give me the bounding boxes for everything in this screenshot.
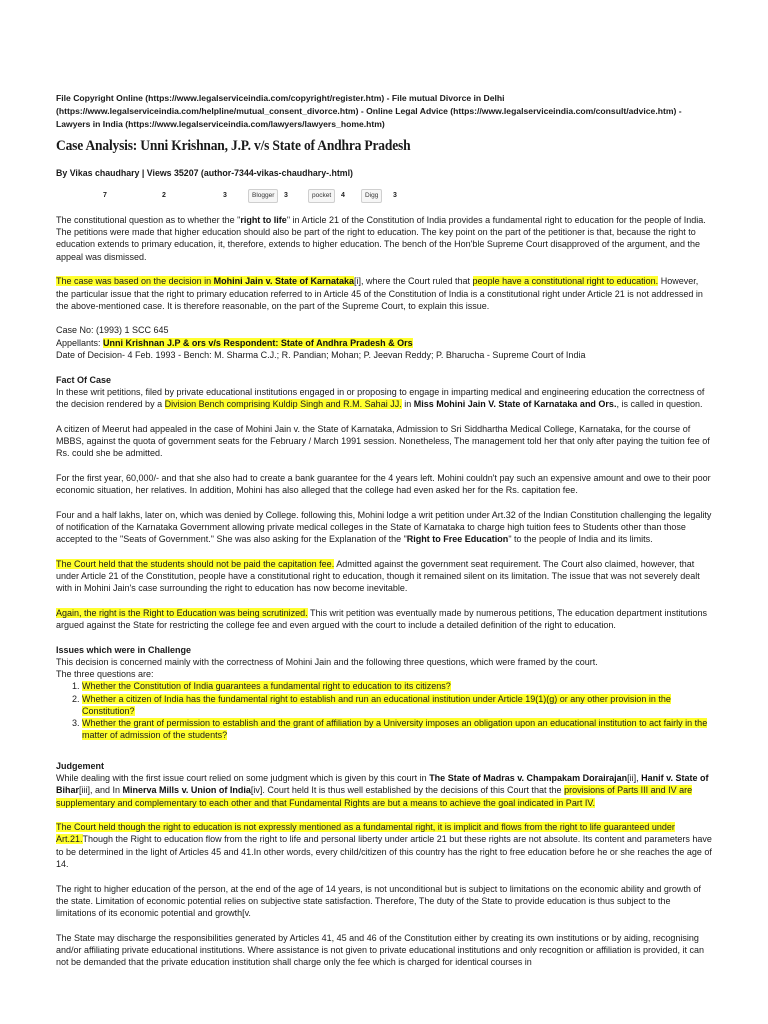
mutual-divorce-link[interactable]: File mutual Divorce in Delhi (https://www.legalserviceindia.com/helpline/mutual_consent_divorce.htm) (56, 93, 505, 116)
separator: - (676, 105, 682, 116)
judgement-paragraph-4: The State may discharge the responsibilities generated by Articles 41, 45 and 46 of the Constitution either by creating its own institutions or by aiding, recognising and/or affiliating private educational institutions. Where assistance is not given to private educational institutions and only recognition or affiliation is provided, it can not be demanded that the private education institution shall charge only the fee which is charged for identical courses in (56, 932, 705, 968)
capitation-paragraph (56, 558, 712, 595)
share-count-3: 3 (223, 192, 227, 199)
text: " in Article 21 of the Constitution of India provides a fundamental right to education for the people of India. The petitions were made that higher education should also be part of the right to education. The key point on the part of the petitioner is that, because the right to education extends to primary education, it, therefore, extends to higher education. The bench of the Hon'ble Supreme Court disapproved of the argument, and the appeal was dismissed. (56, 215, 706, 262)
highlight: The case was based on the decision in (56, 276, 214, 287)
champakam-link[interactable]: The State of Madras v. Champakam Dorairajan (429, 773, 628, 784)
question-2: Whether a citizen of India has the fundamental right to establish and run an educational institution under Article 19(1)(g) or any other provision in the Constitution? (82, 693, 671, 716)
hanif-link[interactable]: Hanif v. State of Bihar (56, 773, 709, 796)
judgement-heading: Judgement (56, 760, 105, 771)
share-count-blogger: 3 (284, 192, 288, 199)
highlight: provisions of Parts III and IV are supplementary and complementary to each other and that Fundamental Rights are but a means to achieve the goal indicated in Part IV. (56, 785, 693, 808)
right-to-free-education-link[interactable]: Right to Free Education (406, 534, 509, 545)
issues-list (56, 680, 712, 741)
highlight: Division Bench comprising Kuldip Singh and R.M. Sahai JJ. (164, 398, 402, 409)
text: However, the particular issue that the right to primary education referred to in Article 45 of the Constitution of India is a constitutional right under Article 21 is not addressed in the above-mentioned case. It is therefore reasonable, on the part of the Supreme Court, to explain this issue. (56, 276, 703, 311)
appellants-link[interactable]: Unni Krishnan J.P & ors v/s Respondent: State of Andhra Pradesh & Ors (103, 337, 413, 348)
question-3: Whether the grant of permission to establish and the grant of affiliation by a University imposes an obligation upon an educational institution to act fairly in the matter of admission of the students? (82, 718, 708, 741)
text: [i], where the Court ruled that (353, 276, 473, 287)
text: Four and a half lakhs, later on, which was denied by College. following this, Mohini lodge a writ petition under Art.32 of the Indian Constitution challenging the legality of notification of the Karnataka Government allowing private medical colleges in the State of Karnataka to charge high tuition fees to Students other than those accepted to the "Seats of Government." She was also asking for the Explanation of the " (56, 509, 712, 545)
appellants (56, 337, 712, 349)
digg-label: Digg (365, 192, 379, 199)
text: in (401, 398, 414, 409)
digg-share-button[interactable] (361, 189, 382, 203)
writ-paragraph (56, 509, 712, 546)
intro-paragraph (56, 214, 712, 263)
mohini-jain-case-link[interactable]: Miss Mohini Jain V. State of Karnataka and Ors. (413, 398, 617, 409)
pocket-label: pocket (312, 192, 332, 199)
issues-heading: Issues which were in Challenge (56, 644, 192, 655)
text: This writ petition was eventually made by numerous petitions, The education department institutions argued against the State for restricting the college fee and even argued with the court to include a detailed definition of the right to education. (56, 607, 708, 631)
pocket-share-button[interactable] (308, 189, 335, 203)
share-count-pocket: 4 (341, 192, 345, 199)
issues-count-line: The three questions are: (56, 669, 154, 680)
background-paragraph (56, 275, 712, 312)
appellants-label: Appellants: (56, 337, 104, 348)
list-item (82, 717, 712, 741)
case-number: Case No: (1993) 1 SCC 645 (56, 325, 169, 336)
article-title: Case Analysis: Unni Krishnan, J.P. v/s State of Andhra Pradesh (56, 138, 411, 154)
highlight: Again, the right is the Right to Education was being scrutinized. (56, 607, 308, 618)
text: In these writ petitions, filed by private educational institutions engaged in or proposing to engage in imparting medical and engineering education the correctness of the decision rendered by a (56, 386, 705, 409)
meerut-paragraph: A citizen of Meerut had appealed in the case of Mohini Jain v. the State of Karnataka, Admission to Sri Siddhartha Medical College, Karnataka, for the course of MBBS, against the quota of government seats for the February / March 1991 session. Nonetheless, The management told her that only after paying the tuition fee of Rs. could she be admitted. (56, 423, 710, 459)
highlight: The Court held though the right to education is not expressly mentioned as a fundamental right, it is implicit and flows from the right to life guaranteed under Art.21. (56, 822, 675, 845)
article-body (56, 214, 712, 981)
date-of-decision: Date of Decision- 4 Feb. 1993 - Bench: M. Sharma C.J.; R. Pandian; Mohan; P. Jeevan Reddy; P. Bharucha - Supreme Court of India (56, 349, 586, 360)
text: The constitutional question as to whether the " (56, 215, 241, 225)
text: " to the people of India and its limits. (508, 534, 653, 545)
text: [iv]. Court held It is thus well established by the decisions of this Court that the (250, 785, 565, 796)
text: Admitted against the government seat requirement. The Court also claimed, however, that under Article 21 of the Constitution, people have a constitutional right to education, though it remained silent on its limitation. The issue that was not severely dealt with in Mohini Jain's case surrounding the right to education has now become inevitable. (56, 558, 700, 594)
author-byline[interactable]: By Vikas chaudhary | Views 35207 (author-7344-vikas-chaudhary-.html) (56, 168, 353, 178)
copyright-link[interactable]: File Copyright Online (https://www.legalserviceindia.com/copyright/register.htm) (56, 93, 385, 103)
text: Though the Right to education flow from the right to life and personal liberty under article 21 but these rights are not absolute. Its content and parameters have to be determined in the light of Articles 45 and 41.In other words, every child/citizen of this country has the right to free education before he or she reaches the age of 14. (56, 834, 712, 869)
text: While dealing with the first issue court relied on some judgment which is given by this court in (56, 773, 430, 784)
text: [iii], and In (79, 785, 123, 796)
mohini-jain-link[interactable]: Mohini Jain v. State of Karnataka (213, 276, 354, 287)
first-year-paragraph: For the first year, 60,000/- and that she also had to create a bank guarantee for the 4 years left. Mohini couldn't pay such an expensive amount and owe to their poor economic situation, her relatives. In addition, Mohini has also alleged that the college had even asked her for the Rs. capitation fee. (56, 472, 711, 495)
highlight: people have a constitutional right to education. (472, 276, 659, 287)
text: [ii], (627, 773, 642, 784)
share-count-1: 7 (103, 192, 107, 199)
text: , is called in question. (616, 398, 703, 409)
blogger-share-button[interactable] (248, 189, 278, 203)
list-item (82, 680, 712, 692)
header-links (56, 92, 716, 130)
lawyers-link[interactable]: Lawyers in India (https://www.legalserviceindia.com/lawyers/lawyers_home.htm) (56, 118, 385, 129)
issues-intro: This decision is concerned mainly with the correctness of Mohini Jain and the following three questions, which were framed by the court. (56, 656, 598, 667)
legal-advice-link[interactable]: Online Legal Advice (https://www.legalserviceindia.com/consult/advice.htm) (366, 105, 677, 116)
list-item (82, 693, 712, 717)
judgement-paragraph-3: The right to higher education of the person, at the end of the age of 14 years, is not unconditional but is subject to limitations on the economic ability and growth of the state. Limitation of economic potential relies on subjective state satisfaction. Therefore, The duty of the State to provide education is thus subject to the limitations of its economic potential and growth[v. (56, 883, 701, 918)
facts-paragraph (56, 386, 712, 410)
separator: - (358, 105, 367, 116)
minerva-mills-link[interactable]: Minerva Mills v. Union of India (122, 785, 251, 796)
question-1: Whether the Constitution of India guarantees a fundamental right to education to its citizens? (82, 681, 451, 692)
share-bar (56, 189, 476, 203)
share-count-digg: 3 (393, 192, 397, 199)
judgement-paragraph-2 (56, 821, 712, 870)
highlight: The Court held that the students should not be paid the capitation fee. (56, 558, 335, 569)
right-to-life-link[interactable]: right to life (240, 215, 287, 225)
share-count-2: 2 (162, 192, 166, 199)
facts-heading: Fact Of Case (56, 374, 112, 385)
case-details (56, 324, 712, 361)
scrutiny-paragraph (56, 607, 712, 631)
blogger-label: Blogger (252, 192, 275, 199)
separator: - (384, 93, 392, 103)
judgement-paragraph-1 (56, 772, 712, 809)
